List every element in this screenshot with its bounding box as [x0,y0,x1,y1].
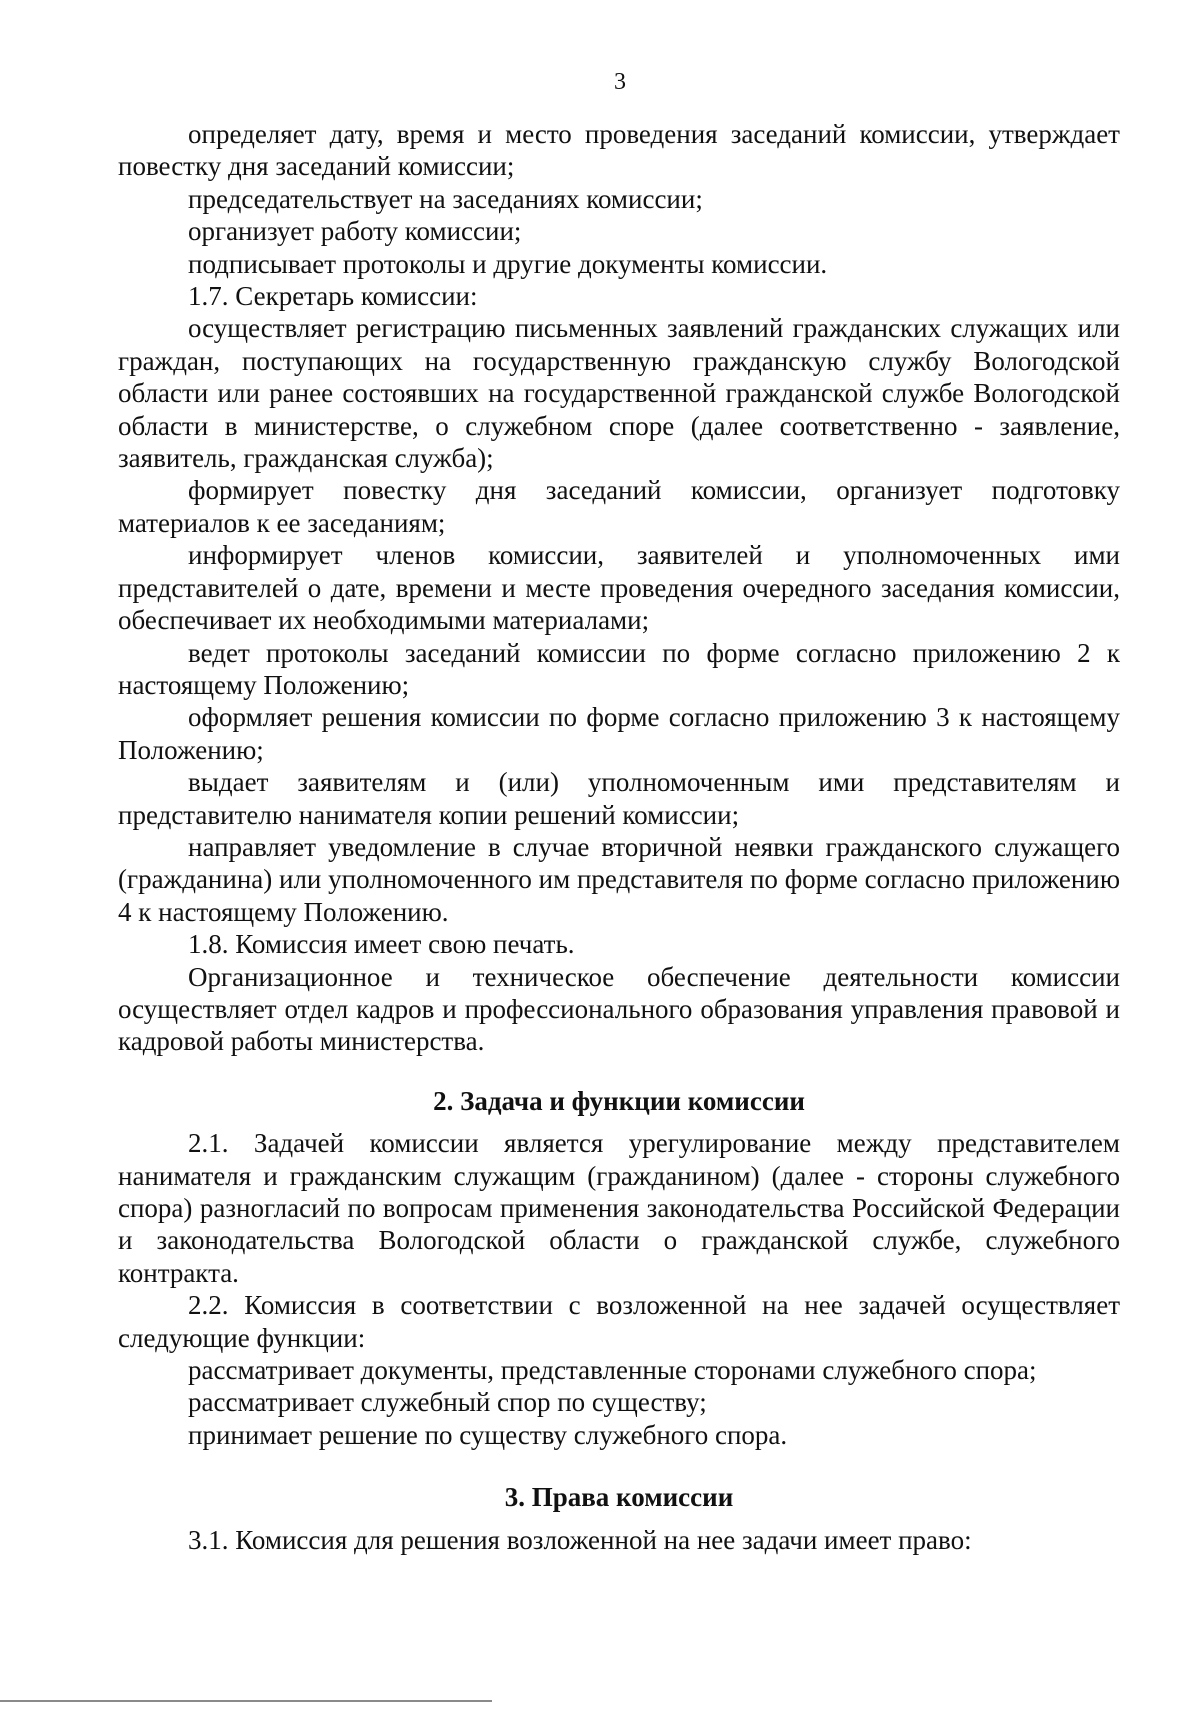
document-body [118,118,1120,1556]
paragraph: информирует членов комиссии, заявителей и уполномоченных ими представителей о дате, времени и месте проведения очередного заседания комиссии, обеспечивает их необходимыми материалами; [118,540,1120,636]
paragraph: 1.7. Секретарь комиссии: [188,281,478,312]
paragraph: рассматривает документы, представленные сторонами служебного спора; [188,1355,1037,1386]
paragraph: принимает решение по существу служебного спора. [188,1419,788,1450]
page-number: 3 [614,69,626,95]
paragraph: рассматривает служебный спор по существу; [188,1387,707,1418]
paragraph: подписывает протоколы и другие документы комиссии. [188,248,828,279]
paragraph: 2.1. Задачей комиссии является урегулирование между представителем нанимателя и гражданским служащим (гражданином) (далее - стороны служебного спора) разногласий по вопросам применения законодательства Российской Федерации и законодательства Вологодской области о гражданской службе, служебного контракта. [118,1128,1120,1288]
paragraph: председательствует на заседаниях комиссии; [188,183,703,214]
bottom-divider [0,1700,492,1702]
section-heading: 3. Права комиссии [504,1482,734,1513]
paragraph: 3.1. Комиссия для решения возложенной на нее задачи имеет право: [188,1524,972,1555]
paragraph: ведет протоколы заседаний комиссии по форме согласно приложению 2 к настоящему Положению; [118,637,1120,700]
paragraph: Организационное и техническое обеспечение деятельности комиссии осуществляет отдел кадров и профессионального образования управления правовой и кадровой работы министерства. [118,961,1120,1057]
paragraph: выдает заявителям и (или) уполномоченным ими представителям и представителю нанимателя копии решений комиссии; [118,767,1120,830]
paragraph: формирует повестку дня заседаний комиссии, организует подготовку материалов к ее заседаниям; [118,475,1120,538]
paragraph: 2.2. Комиссия в соответствии с возложенной на нее задачей осуществляет следующие функции: [118,1290,1120,1353]
paragraph: организует работу комиссии; [188,216,522,247]
paragraph: 1.8. Комиссия имеет свою печать. [188,929,575,960]
section-heading: 2. Задача и функции комиссии [433,1085,805,1116]
paragraph: направляет уведомление в случае вторичной неявки гражданского служащего (гражданина) или уполномоченного им представителя по форме согласно приложению 4 к настоящему Положению. [118,831,1120,927]
paragraph: оформляет решения комиссии по форме согласно приложению 3 к настоящему Положению; [118,702,1120,765]
paragraph: осуществляет регистрацию письменных заявлений гражданских служащих или граждан, поступающих на государственную гражданскую службу Вологодской области или ранее состоявших на государственной гражданской службе Вологодской области в министерстве, о служебном споре (далее соответственно - заявление, заявитель, гражданская служба); [118,313,1120,474]
paragraph: определяет дату, время и место проведения заседаний комиссии, утверждает повестку дня заседаний комиссии; [118,119,1120,182]
